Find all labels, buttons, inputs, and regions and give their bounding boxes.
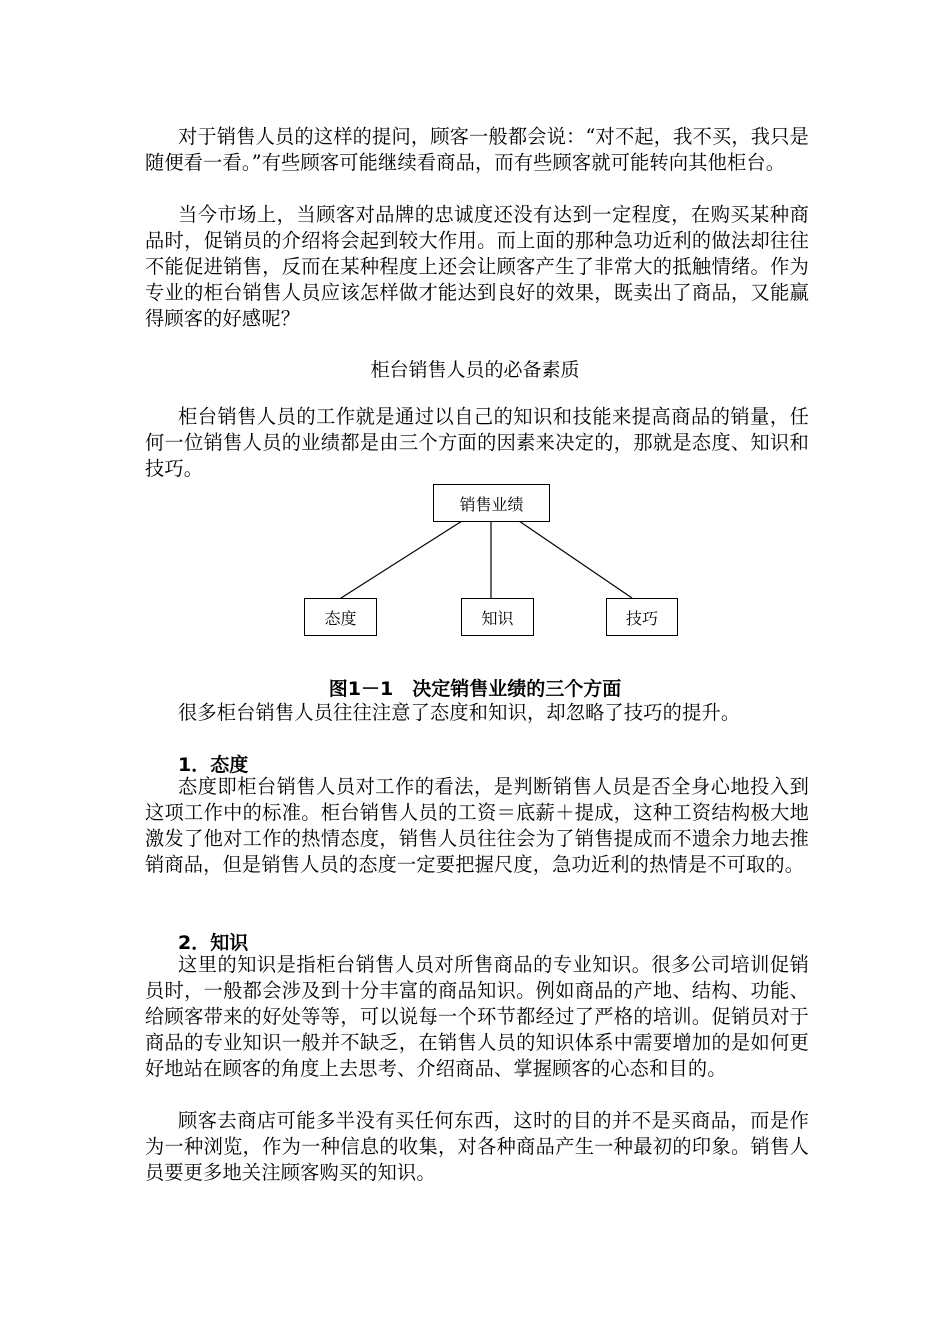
- paragraph-3: 柜台销售人员的工作就是通过以自己的知识和技能来提高商品的销量，任何一位销售人员的业绩都是由三个方面的因素来决定的，那就是态度、知识和技巧。: [145, 405, 809, 480]
- diagram-box-knowledge: 知识: [461, 598, 534, 636]
- section-heading: 柜台销售人员的必备素质: [370, 359, 580, 381]
- diagram-box-skill: 技巧: [606, 598, 678, 636]
- figure-caption: 图1－1 决定销售业绩的三个方面: [328, 678, 622, 700]
- paragraph-2: 当今市场上，当顾客对品牌的忠诚度还没有达到一定程度，在购买某种商品时，促销员的介绍将会起到较大作用。而上面的那种急功近利的做法却往往不能促进销售，反而在某种程度上还会让顾客产生了非常大的抵触情绪。作为专业的柜台销售人员应该怎样做才能达到良好的效果，既卖出了商品，又能赢得顾客的好感呢？: [145, 203, 809, 330]
- connector-attitude: [341, 521, 462, 598]
- paragraph-4: 很多柜台销售人员往往注意了态度和知识，却忽略了技巧的提升。: [178, 701, 741, 724]
- paragraph-6: 这里的知识是指柜台销售人员对所售商品的专业知识。很多公司培训促销员时，一般都会涉及到十分丰富的商品知识。例如商品的产地、结构、功能、给顾客带来的好处等等，可以说每一个环节都经过了严格的培训。促销员对于商品的专业知识一般并不缺乏，在销售人员的知识体系中需要增加的是如何更好地站在顾客的角度上去思考、介绍商品、掌握顾客的心态和目的。: [145, 953, 809, 1080]
- paragraph-1: 对于销售人员的这样的提问，顾客一般都会说：“对不起，我不买，我只是随便看一看。”有些顾客可能继续看商品，而有些顾客就可能转向其他柜台。: [145, 125, 809, 174]
- section-title-attitude: 1．态度: [178, 754, 249, 776]
- diagram-box-attitude: 态度: [304, 598, 377, 636]
- diagram-root-box: 销售业绩: [433, 484, 550, 522]
- paragraph-5: 态度即柜台销售人员对工作的看法，是判断销售人员是否全身心地投入到这项工作中的标准。柜台销售人员的工资＝底薪＋提成，这种工资结构极大地激发了他对工作的热情态度，销售人员往往会为了销售提成而不遗余力地去推销商品，但是销售人员的态度一定要把握尺度，急功近利的热情是不可取的。: [145, 775, 809, 876]
- paragraph-7: 顾客去商店可能多半没有买任何东西，这时的目的并不是买商品，而是作为一种浏览，作为一种信息的收集，对各种商品产生一种最初的印象。销售人员要更多地关注顾客购买的知识。: [145, 1109, 809, 1184]
- section-title-knowledge: 2．知识: [178, 932, 249, 954]
- connector-skill: [519, 521, 632, 598]
